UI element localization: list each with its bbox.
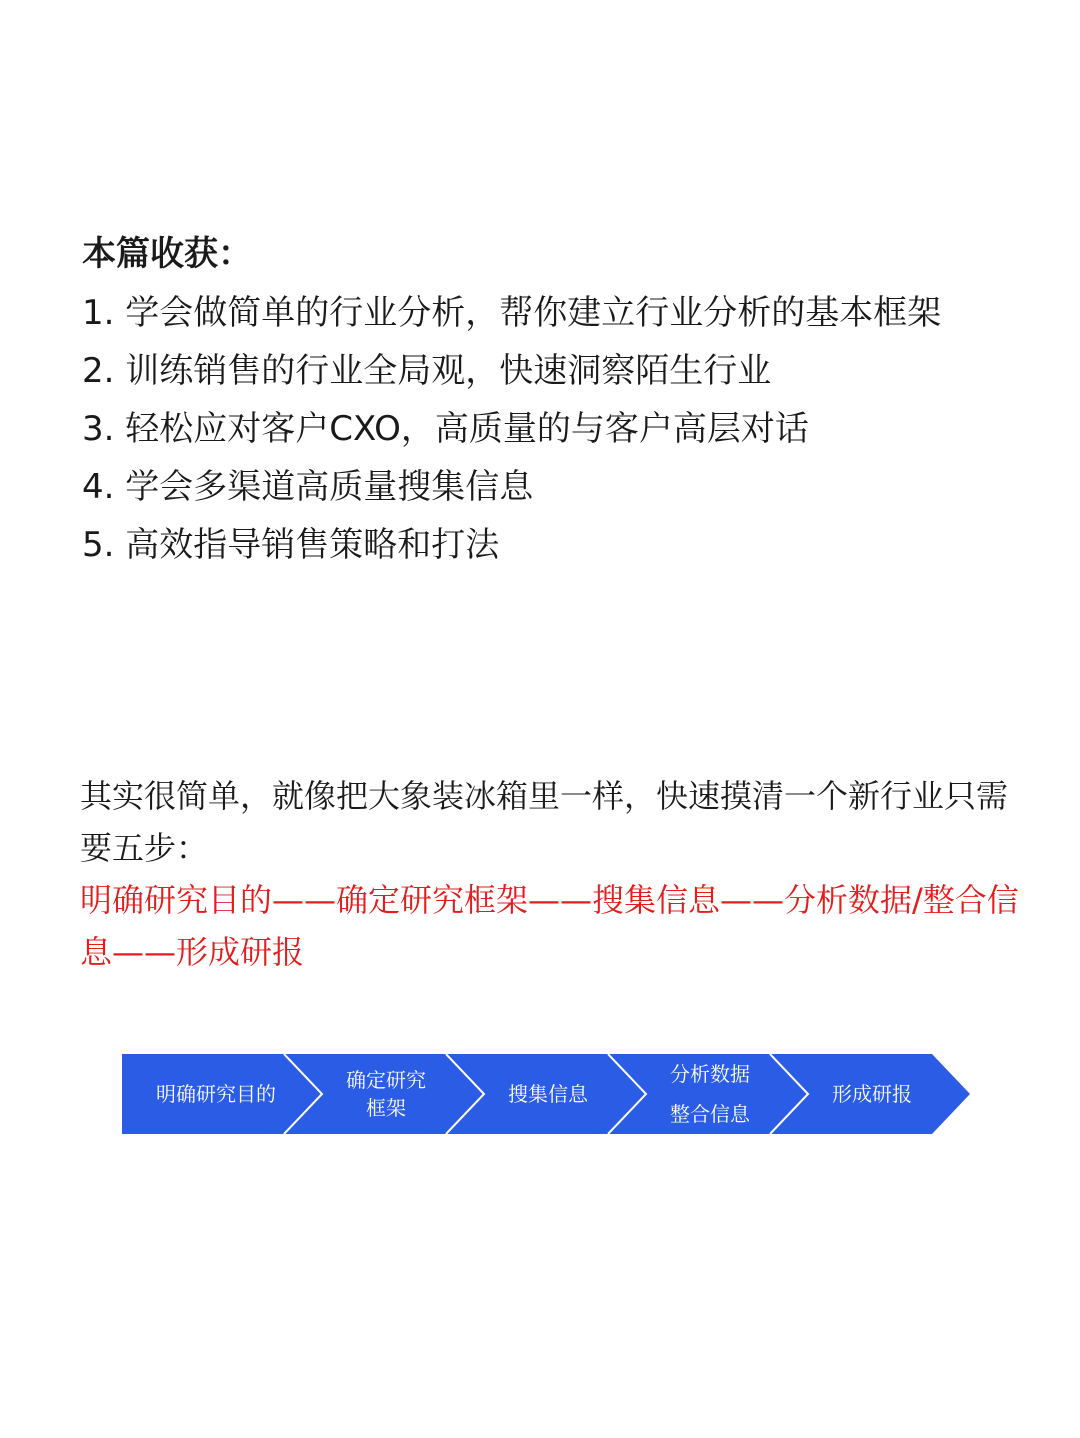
flow-step-3	[468, 1054, 628, 1134]
flow-step-label: 搜集信息	[508, 1082, 588, 1106]
flow-step-5	[792, 1054, 952, 1134]
flow-step-label: 整合信息	[670, 1102, 750, 1126]
flow-step-2	[306, 1054, 466, 1134]
intro-section	[80, 770, 1020, 978]
flow-step-label: 确定研究	[346, 1068, 426, 1092]
process-flow	[122, 1054, 970, 1134]
steps-text: 明确研究目的——确定研究框架——搜集信息——分析数据/整合信息——形成研报	[80, 881, 1019, 971]
gains-list	[82, 284, 1042, 574]
gains-item: 3. 轻松应对客户CXO，高质量的与客户高层对话	[82, 409, 809, 449]
flow-step-4	[630, 1054, 790, 1134]
gains-section	[82, 228, 1042, 574]
gains-item: 1. 学会做简单的行业分析，帮你建立行业分析的基本框架	[82, 293, 942, 333]
gains-title: 本篇收获：	[82, 234, 252, 274]
gains-item: 4. 学会多渠道高质量搜集信息	[82, 467, 534, 507]
gains-item: 2. 训练销售的行业全局观，快速洞察陌生行业	[82, 351, 772, 391]
flow-step-label: 形成研报	[832, 1082, 912, 1106]
flow-step-label: 明确研究目的	[156, 1082, 276, 1106]
flow-step-1	[136, 1054, 296, 1134]
gains-item: 5. 高效指导销售策略和打法	[82, 525, 500, 565]
flow-step-label: 框架	[366, 1096, 406, 1120]
intro-text: 其实很简单，就像把大象装冰箱里一样，快速摸清一个新行业只需要五步：	[80, 777, 1009, 867]
flow-step-label: 分析数据	[670, 1062, 750, 1086]
